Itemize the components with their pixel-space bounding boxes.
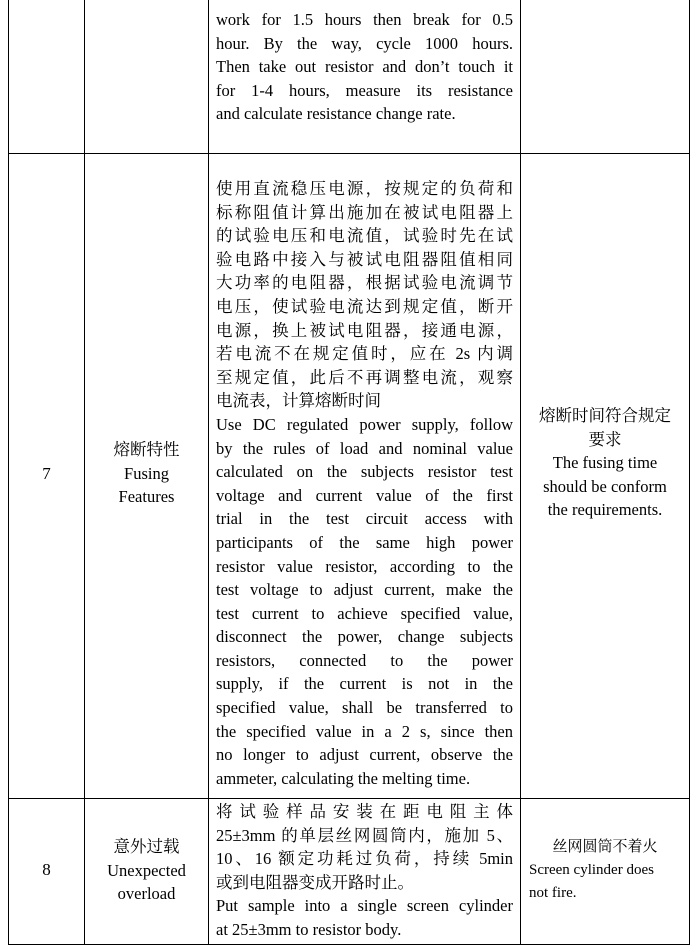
requirement-cell-8 — [521, 836, 689, 905]
row-divider-1 — [8, 153, 690, 154]
procedure-line-zh: 电源，换上被试电阻器，接通电源， — [216, 320, 513, 340]
test-item-name-en: Unexpected — [107, 860, 186, 880]
requirement-zh: 要求 — [588, 429, 622, 449]
procedure-line: Put sample into a single screen cylinder — [216, 896, 513, 916]
requirement-cell-7 — [521, 404, 689, 522]
test-item-name-en: Features — [118, 487, 175, 507]
procedure-line-en: disconnect the power, change subjects — [216, 627, 513, 647]
row-number-7: 7 — [42, 464, 51, 483]
procedure-line-zh: 的试验电压和电流值，试验时先在试 — [216, 226, 513, 246]
procedure-line-en: resistor value resistor, according to the — [216, 556, 513, 576]
test-item-name-zh: 意外过载 — [113, 837, 180, 856]
requirement-en: should be conform — [543, 476, 667, 496]
procedure-line-en: trial in the test circuit access with — [216, 509, 513, 529]
procedure-line-zh: 若电流不在规定值时，应在 2s 内调 — [216, 344, 513, 364]
procedure-line-en: ammeter, calculating the melting time. — [216, 768, 471, 788]
procedure-cell-8 — [216, 800, 513, 942]
procedure-line: 25±3mm 的单层丝网圆筒内，施加 5、 — [216, 825, 513, 845]
procedure-line-en: calculated on the subjects resistor test — [216, 462, 513, 482]
test-item-name-en: Fusing — [124, 463, 169, 483]
procedure-line-en: specified value, shall be transferred to — [216, 698, 513, 718]
row-divider-2 — [8, 798, 690, 799]
procedure-line: 将 试 验 样 品 安 装 在 距 电 阻 主 体 — [216, 802, 513, 821]
procedure-line: for 1-4 hours, measure its resistance — [216, 80, 513, 100]
procedure-line-zh: 使用直流稳压电源，按规定的负荷和 — [216, 179, 513, 198]
procedure-line-zh: 电压，使试验电流达到规定值，断开 — [216, 296, 513, 316]
requirement-zh: 熔断时间符合规定 — [539, 406, 671, 425]
table-border-bottom — [8, 944, 690, 945]
requirement-en: The fusing time — [552, 453, 658, 473]
procedure-line-zh: 标称阻值计算出施加在被试电阻器上 — [216, 202, 513, 222]
test-item-name-en: overload — [117, 884, 176, 904]
procedure-line: at 25±3mm to resistor body. — [216, 919, 402, 939]
requirement-en: not fire. — [529, 885, 577, 901]
procedure-line-en: by the rules of load and nominal value — [216, 438, 513, 458]
procedure-line-en: supply, if the current is not in the — [216, 674, 513, 694]
procedure-line-zh: 大功率的电阻器，根据试验电流调节 — [216, 273, 513, 293]
test-item-name-7 — [85, 438, 208, 509]
procedure-line-en: the specified value in a 2 s, since then — [216, 721, 513, 741]
test-item-name-zh: 熔断特性 — [113, 440, 180, 459]
test-item-name-8 — [85, 835, 208, 906]
requirement-en: the requirements. — [547, 500, 663, 520]
procedure-line: Then take out resistor and don’t touch it — [216, 57, 513, 77]
table-border-right — [689, 0, 690, 945]
procedure-line-en: test voltage to adjust current, make the — [216, 580, 513, 600]
procedure-line-en: participants of the same high power — [216, 532, 513, 552]
procedure-line-en: test current to achieve specified value, — [216, 603, 513, 623]
procedure-cell-continued — [216, 8, 513, 126]
requirement-en: Screen cylinder does — [529, 862, 654, 878]
procedure-line-en: no longer to adjust current, observe the — [216, 745, 513, 765]
procedure-line-en: resistors, connected to the power — [216, 650, 513, 670]
procedure-line: 10、16 额定功耗过负荷，持续 5min — [216, 849, 513, 869]
requirement-zh: 丝网圆筒不着火 — [552, 839, 658, 855]
procedure-line-zh: 至规定值，此后不再调整电流，观察 — [216, 367, 513, 387]
row-number-8: 8 — [42, 860, 51, 879]
procedure-line-en: Use DC regulated power supply, follow — [216, 414, 513, 434]
procedure-line: hour. By the way, cycle 1000 hours. — [216, 33, 513, 53]
procedure-cell-7 — [216, 177, 513, 790]
column-divider-2 — [208, 0, 209, 945]
procedure-line-en: voltage and current value of the first — [216, 485, 513, 505]
procedure-line: 或到电阻器变成开路时止。 — [216, 872, 414, 892]
procedure-line: and calculate resistance change rate. — [216, 104, 456, 124]
procedure-line: work for 1.5 hours then break for 0.5 — [216, 10, 513, 29]
procedure-line-zh: 验电路中接入与被试电阻器阻值相同 — [216, 249, 513, 269]
procedure-line-zh: 电流表，计算熔断时间 — [216, 391, 381, 411]
